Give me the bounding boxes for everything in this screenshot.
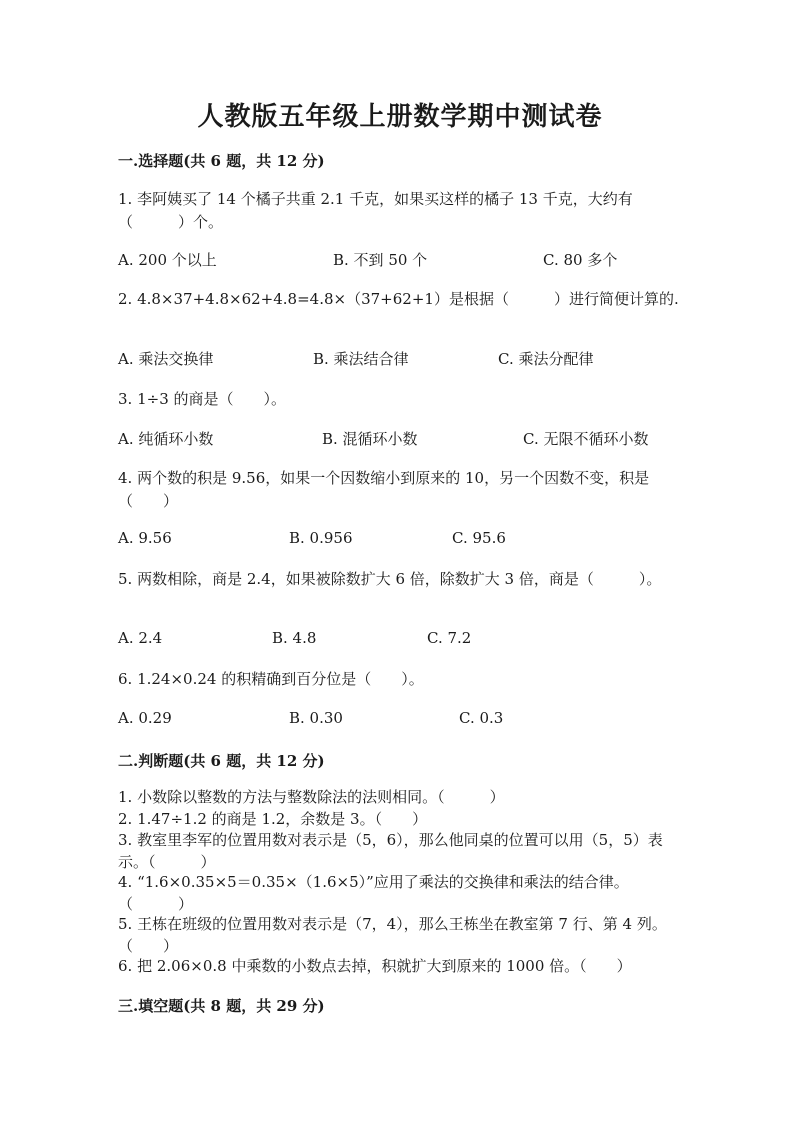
choice-option-c: C. 95.6 — [452, 529, 506, 547]
true-false-item-2: 2. 1.47÷1.2 的商是 1.2，余数是 3。（ ） — [118, 810, 428, 828]
choice-question-6: 6. 1.24×0.24 的积精确到百分位是（ ）。 — [118, 670, 424, 688]
choice-question-4: 4. 两个数的积是 9.56，如果一个因数缩小到原来的 10，另一个因数不变，积是（ ） — [118, 469, 650, 510]
choice-option-a: A. 9.56 — [118, 529, 172, 547]
exam-title: 人教版五年级上册数学期中测试卷 — [197, 102, 603, 132]
choice-question-1: 1. 李阿姨买了 14 个橘子共重 2.1 千克，如果买这样的橘子 13 千克，大约有（ ）个。 — [118, 190, 633, 231]
section-heading-choice: 一.选择题(共 6 题，共 12 分) — [118, 152, 325, 170]
choice-option-c: C. 乘法分配律 — [498, 350, 594, 368]
choice-option-c: C. 无限不循环小数 — [523, 430, 649, 448]
choice-question-2: 2. 4.8×37+4.8×62+4.8=4.8×（37+62+1）是根据（ ）进行简便计算的. — [118, 290, 679, 308]
choice-option-a: A. 0.29 — [118, 709, 172, 727]
choice-question-3: 3. 1÷3 的商是（ ）。 — [118, 390, 287, 408]
choice-option-a: A. 乘法交换律 — [118, 350, 214, 368]
choice-option-b: B. 混循环小数 — [322, 430, 418, 448]
choice-option-a: A. 纯循环小数 — [118, 430, 214, 448]
true-false-item-6: 6. 把 2.06×0.8 中乘数的小数点去掉，积就扩大到原来的 1000 倍。（ ） — [118, 957, 632, 975]
choice-option-c: C. 0.3 — [459, 709, 504, 727]
choice-option-b: B. 0.30 — [289, 709, 343, 727]
choice-option-a: A. 200 个以上 — [118, 251, 217, 269]
choice-option-b: B. 乘法结合律 — [313, 350, 409, 368]
true-false-item-5: 5. 王栋在班级的位置用数对表示是（7，4），那么王栋坐在教室第 7 行、第 4 列。（ ） — [118, 915, 667, 955]
choice-option-b: B. 0.956 — [289, 529, 353, 547]
section-heading-fill-in: 三.填空题(共 8 题，共 29 分) — [118, 997, 325, 1015]
choice-option-c: C. 7.2 — [427, 629, 472, 647]
true-false-item-1: 1. 小数除以整数的方法与整数除法的法则相同。（ ） — [118, 788, 505, 806]
section-heading-true-false: 二.判断题(共 6 题，共 12 分) — [118, 752, 325, 770]
choice-question-5: 5. 两数相除，商是 2.4，如果被除数扩大 6 倍，除数扩大 3 倍，商是（ ）。 — [118, 570, 662, 588]
true-false-item-3: 3. 教室里李军的位置用数对表示是（5，6），那么他同桌的位置可以用（5，5）表示。（ ） — [118, 831, 663, 871]
choice-option-a: A. 2.4 — [118, 629, 163, 647]
choice-option-b: B. 不到 50 个 — [333, 251, 428, 269]
choice-option-b: B. 4.8 — [272, 629, 317, 647]
choice-option-c: C. 80 多个 — [543, 251, 618, 269]
true-false-item-4: 4. “1.6×0.35×5＝0.35×（1.6×5）”应用了乘法的交换律和乘法的结合律。（ ） — [118, 873, 629, 913]
